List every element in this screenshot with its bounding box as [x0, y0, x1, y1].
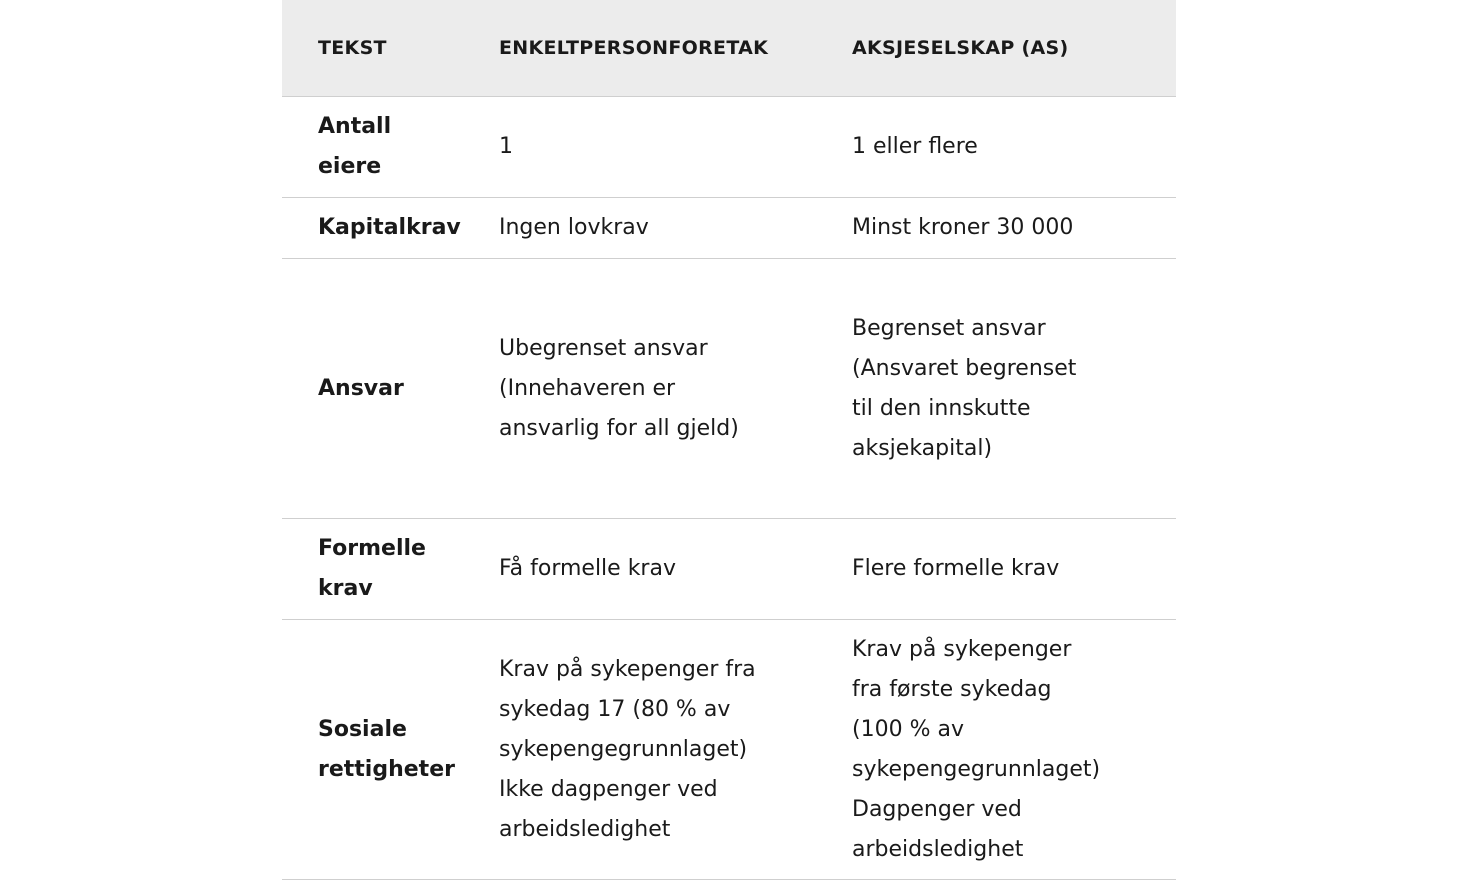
cell-line: 1 eller flere [852, 134, 978, 159]
cell-enkeltpersonforetak [499, 97, 852, 198]
table-row [282, 198, 1176, 259]
row-label-line: Sosiale [318, 716, 407, 742]
table-header [282, 0, 1176, 97]
cell-line: Krav på sykepenger fra [499, 656, 756, 682]
cell-line: (Innehaveren er [499, 375, 676, 401]
row-label-line: Formelle [318, 536, 426, 561]
cell-line: aksjekapital) [852, 435, 993, 461]
row-label-line: Antall [318, 114, 392, 139]
row-label [282, 519, 499, 620]
cell-line: Flere formelle krav [852, 556, 1060, 581]
cell-aksjeselskap [852, 259, 1176, 519]
cell-line: Ingen lovkrav [499, 215, 649, 240]
row-label [282, 620, 499, 880]
comparison-table-container [282, 0, 1176, 880]
cell-line: Ikke dagpenger ved [499, 776, 718, 802]
row-label [282, 259, 499, 519]
cell-aksjeselskap [852, 198, 1176, 259]
cell-line: ansvarlig for all gjeld) [499, 415, 739, 441]
table-row [282, 620, 1176, 880]
header-enkeltpersonforetak: ENKELTPERSONFORETAK [499, 0, 852, 97]
row-label [282, 198, 499, 259]
cell-line: sykedag 17 (80 % av [499, 696, 731, 722]
row-label-line: krav [318, 576, 373, 601]
cell-line: Ubegrenset ansvar [499, 335, 708, 361]
cell-line: til den innskutte [852, 395, 1031, 421]
row-label-line: eiere [318, 154, 382, 179]
cell-enkeltpersonforetak [499, 620, 852, 880]
cell-aksjeselskap [852, 620, 1176, 880]
cell-enkeltpersonforetak [499, 519, 852, 620]
cell-line: Dagpenger ved [852, 796, 1022, 822]
cell-line: fra første sykedag [852, 676, 1052, 702]
cell-line: Begrenset ansvar [852, 315, 1046, 341]
table-row [282, 519, 1176, 620]
cell-line: Få formelle krav [499, 556, 676, 581]
cell-aksjeselskap [852, 519, 1176, 620]
cell-line: 1 [499, 134, 513, 159]
header-tekst: TEKST [282, 0, 499, 97]
company-form-comparison-table [282, 0, 1176, 880]
cell-line: Minst kroner 30 000 [852, 215, 1074, 240]
row-label-line: Kapitalkrav [318, 215, 461, 240]
cell-line: arbeidsledighet [499, 816, 671, 842]
row-label-line: rettigheter [318, 756, 455, 782]
header-row [282, 0, 1176, 97]
table-row [282, 259, 1176, 519]
header-aksjeselskap: AKSJESELSKAP (AS) [852, 0, 1176, 97]
row-label [282, 97, 499, 198]
cell-enkeltpersonforetak [499, 259, 852, 519]
cell-line: Krav på sykepenger [852, 636, 1072, 662]
cell-line: (100 % av [852, 716, 964, 742]
row-label-line: Ansvar [318, 375, 404, 401]
cell-line: (Ansvaret begrenset [852, 355, 1077, 381]
cell-aksjeselskap [852, 97, 1176, 198]
cell-enkeltpersonforetak [499, 198, 852, 259]
table-row [282, 97, 1176, 198]
cell-line: sykepengegrunnlaget) [852, 756, 1101, 782]
cell-line: arbeidsledighet [852, 836, 1024, 862]
cell-line: sykepengegrunnlaget) [499, 736, 748, 762]
table-body [282, 97, 1176, 880]
